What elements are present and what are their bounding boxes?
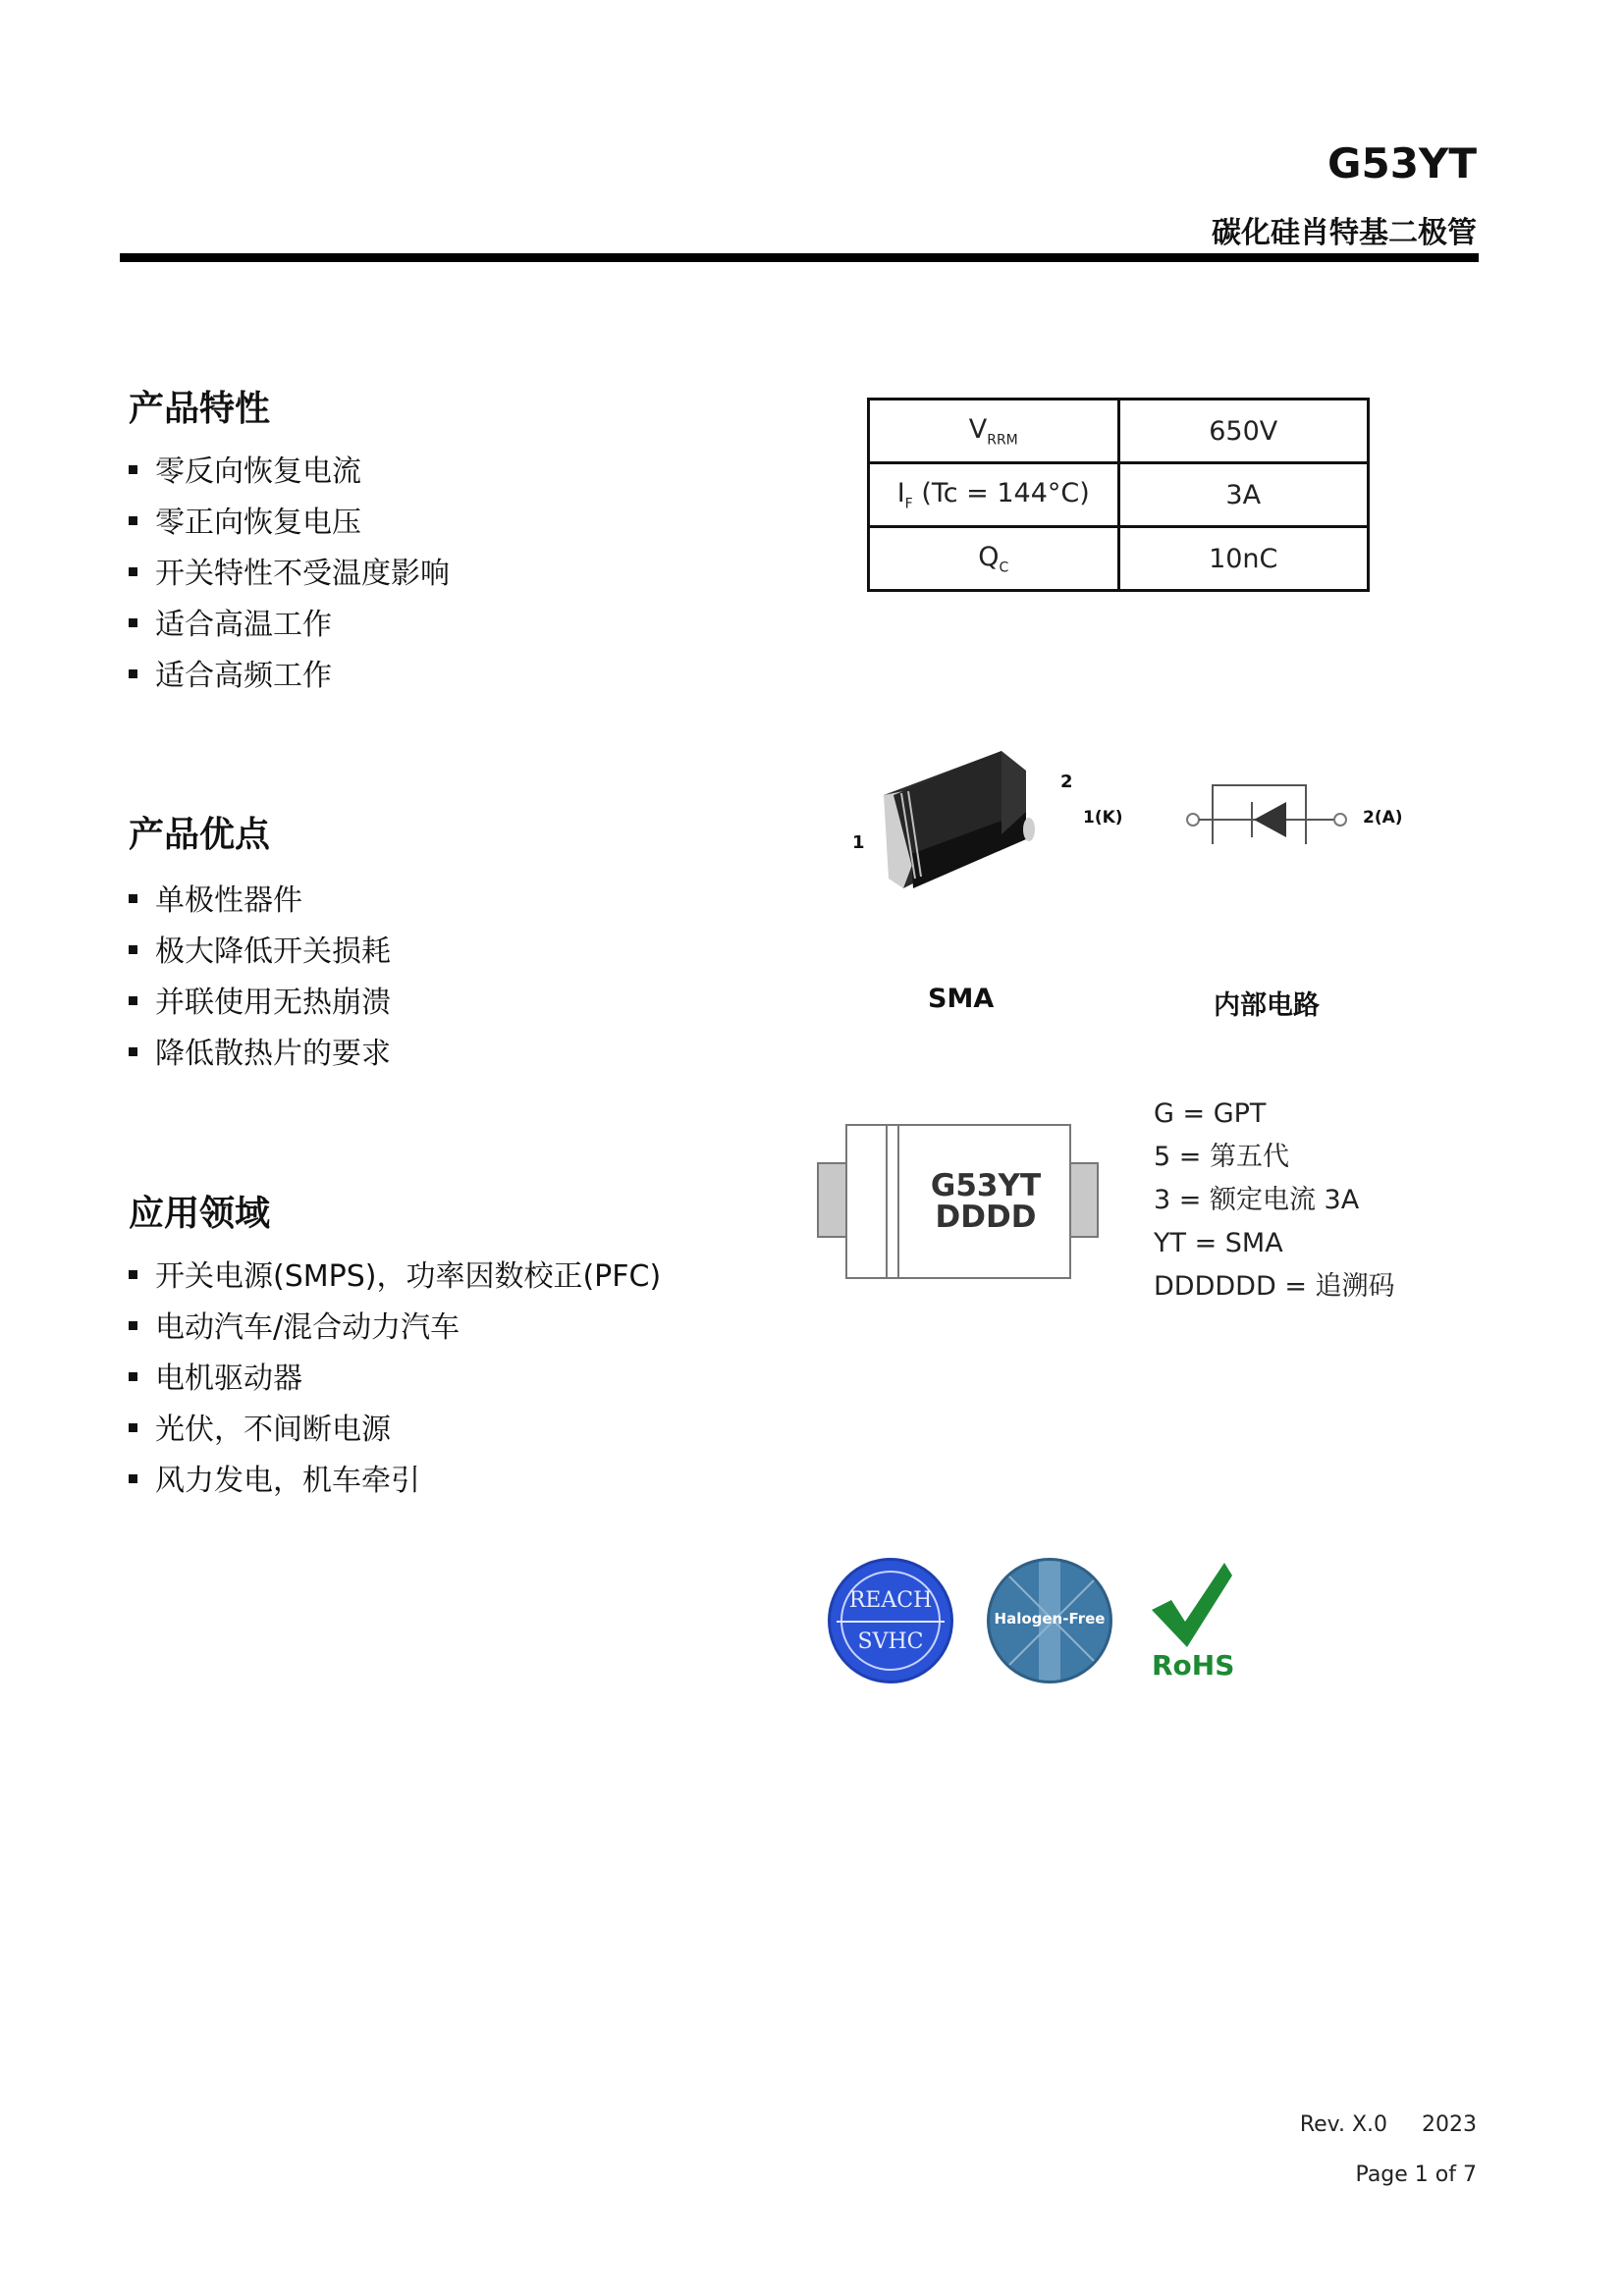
bullet-icon [129,567,137,576]
marking-text [874,1170,1098,1233]
list-item [129,1354,661,1405]
list-item-text: 光伏，不间断电源 [155,1413,391,1447]
table-row [869,463,1369,527]
bullet-icon [129,1270,137,1279]
bullet-icon [129,996,137,1005]
halogen-free-badge-icon: Halogen-Free [987,1558,1112,1683]
applications-list [129,1252,661,1507]
page-number: Page 1 of 7 [1355,2163,1477,2187]
list-item [129,498,450,549]
bullet-icon [129,618,137,627]
list-item-text: 极大降低开关损耗 [155,934,391,969]
legend-item: DDDDDD = 追溯码 [1154,1271,1395,1302]
list-item [129,651,450,702]
advantages-list [129,876,391,1080]
anode-pin-label: 2(A) [1363,808,1403,828]
list-item-text: 开关特性不受温度影响 [155,557,450,591]
bullet-icon [129,1423,137,1432]
list-item [129,978,391,1029]
list-item [129,549,450,600]
list-item-text: 并联使用无热崩溃 [155,986,391,1020]
sma-package-image [854,741,1080,908]
list-item-text: 电动汽车/混合动力汽车 [155,1310,460,1345]
bullet-icon [129,669,137,678]
param-cell: $V_{RRM}$ [869,400,1119,463]
bullet-icon [129,1321,137,1330]
bullet-icon [129,1372,137,1381]
document-subtitle: 碳化硅肖特基二极管 [1212,216,1477,250]
legend-item: G = GPT [1154,1098,1267,1129]
header-divider [120,253,1479,262]
param-cell: $I_F$ (Tc = 144°C) [869,463,1119,527]
rohs-badge-icon: RoHS [1144,1561,1242,1688]
list-item [129,1405,661,1456]
bullet-icon [129,465,137,474]
revision-text: Rev. X.0 2023 [1299,2112,1477,2137]
cathode-pin-label: 1(K) [1083,808,1123,828]
bullet-icon [129,1047,137,1056]
bullet-icon [129,945,137,954]
param-cell: $Q_C$ [869,527,1119,591]
list-item-text: 电机驱动器 [155,1362,302,1396]
list-item-text: 开关电源(SMPS)，功率因数校正(PFC) [155,1259,662,1294]
value-cell: 3A [1118,463,1369,527]
marking-legend [1154,1093,1395,1308]
list-item [129,1303,661,1354]
legend-item: 5 = 第五代 [1154,1142,1289,1172]
pin1-label: 1 [852,832,865,853]
legend-item: YT = SMA [1154,1228,1283,1258]
advantages-heading: 产品优点 [129,815,271,855]
bullet-icon [129,1474,137,1483]
circuit-label: 内部电路 [1214,990,1320,1021]
features-heading: 产品特性 [129,389,271,429]
features-list [129,447,450,702]
applications-heading: 应用领域 [129,1194,271,1234]
value-cell: 10nC [1118,527,1369,591]
value-cell: 650V [1118,400,1369,463]
legend-item: 3 = 额定电流 3A [1154,1185,1360,1215]
list-item [129,876,391,927]
list-item [129,447,450,498]
list-item-text: 单极性器件 [155,883,302,918]
reach-svhc-badge-icon: REACH SVHC [828,1558,953,1683]
list-item-text: 零反向恢复电流 [155,454,361,489]
part-number-title: G53YT [1327,139,1477,187]
list-item [129,1456,661,1507]
diode-symbol-icon [1178,780,1355,849]
pin2-label: 2 [1060,772,1073,792]
key-specs-table [867,398,1370,592]
bullet-icon [129,516,137,525]
marking-line1: G53YT [930,1168,1042,1203]
list-item-text: 零正向恢复电压 [155,506,361,540]
list-item-text: 适合高温工作 [155,608,332,642]
list-item [129,1029,391,1080]
list-item-text: 风力发电，机车牵引 [155,1464,420,1498]
list-item [129,927,391,978]
table-row [869,527,1369,591]
bullet-icon [129,894,137,903]
list-item [129,1252,661,1303]
list-item-text: 降低散热片的要求 [155,1037,391,1071]
table-row [869,400,1369,463]
list-item [129,600,450,651]
marking-line2: DDDD [935,1200,1037,1235]
list-item-text: 适合高频工作 [155,659,332,693]
package-label: SMA [928,984,995,1014]
